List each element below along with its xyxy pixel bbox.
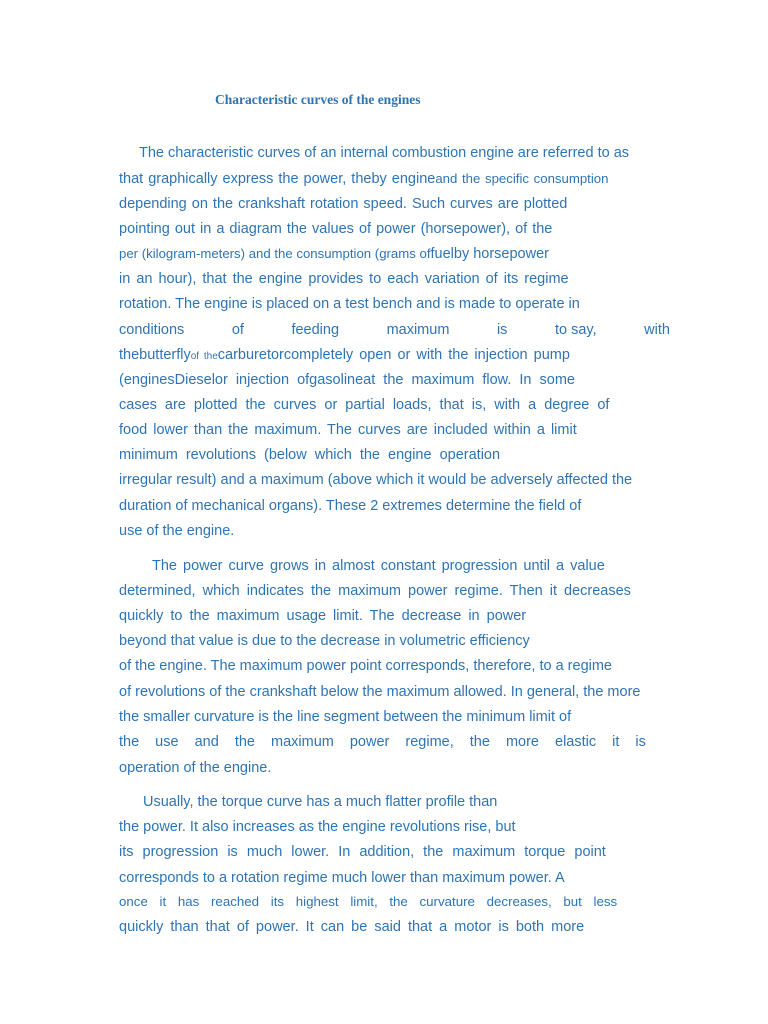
paragraph-1-line: cases are plotted the curves or partial loads, that is, with a degree of [119, 397, 610, 413]
paragraph-1-line [119, 345, 687, 365]
paragraph-2-line: of the engine. The maximum power point corresponds, therefore, to a regime [119, 658, 612, 674]
paragraph-1-line: food lower than the maximum. The curves are included within a limit [119, 422, 577, 438]
paragraph-2-line: of revolutions of the crankshaft below the maximum allowed. In general, the more [119, 684, 641, 700]
word: maximum [386, 322, 450, 338]
word: to say, [554, 322, 597, 338]
text-span: thebutterfly [119, 347, 191, 363]
paragraph-1-line [119, 244, 687, 264]
word: of [231, 322, 244, 338]
paragraph-2-line: the smaller curvature is the line segment between the minimum limit of [119, 709, 572, 725]
text-span: per (kilogram-meters) and the consumption (grams of [119, 246, 431, 261]
paragraph-1-line: rotation. The engine is placed on a test bench and is made to operate in [119, 296, 580, 312]
text-span: of the [190, 351, 218, 362]
paragraph-3-line: Usually, the torque curve has a much flatter profile than [143, 794, 498, 810]
paragraph-2-line: determined, which indicates the maximum power regime. Then it decreases [119, 583, 631, 599]
paragraph-2-line: The power curve grows in almost constant progression until a value [152, 558, 605, 574]
paragraph-1-line: (enginesDieselor injection ofgasolineat the maximum flow. In some [119, 372, 575, 388]
text-span: that graphically express the power, theby engine [119, 171, 436, 187]
paragraph-1-line: depending on the crankshaft rotation speed. Such curves are plotted [119, 196, 568, 212]
paragraph-3-line: the power. It also increases as the engine revolutions rise, but [119, 819, 516, 835]
paragraph-2-line: operation of the engine. [119, 760, 272, 776]
paragraph-1-line-justified [119, 320, 670, 340]
word: feeding [291, 322, 340, 338]
paragraph-1-line: use of the engine. [119, 523, 235, 539]
paragraph-1-line [119, 169, 687, 189]
paragraph-3-line: its progression is much lower. In addition, the maximum torque point [119, 844, 606, 860]
word: is [496, 322, 508, 338]
paragraph-2-line: the use and the maximum power regime, the more elastic it is [119, 734, 646, 750]
text-span: and the specific consumption [435, 171, 609, 186]
paragraph-1-line: The characteristic curves of an internal combustion engine are referred to as [139, 145, 630, 161]
text-span: carburetorcompletely open or with the injection pump [217, 347, 570, 363]
paragraph-2-line: beyond that value is due to the decrease in volumetric efficiency [119, 633, 530, 649]
paragraph-1-line: minimum revolutions (below which the engine operation [119, 447, 501, 463]
document-title: Characteristic curves of the engines [215, 92, 421, 107]
word: conditions [119, 322, 185, 338]
paragraph-1-line: irregular result) and a maximum (above which it would be adversely affected the [119, 472, 633, 488]
paragraph-3-line: once it has reached its highest limit, the curvature decreases, but less [119, 894, 618, 909]
paragraph-1-line: duration of mechanical organs). These 2 extremes determine the field of [119, 498, 582, 514]
paragraph-3-line: corresponds to a rotation regime much lower than maximum power. A [119, 870, 565, 886]
word: with [644, 322, 670, 338]
text-span: fuelby horsepower [430, 246, 549, 262]
paragraph-1-line: pointing out in a diagram the values of power (horsepower), of the [119, 221, 553, 237]
paragraph-3-line: quickly than that of power. It can be said that a motor is both more [119, 919, 585, 935]
paragraph-1-line: in an hour), that the engine provides to each variation of its regime [119, 271, 569, 287]
paragraph-2-line: quickly to the maximum usage limit. The decrease in power [119, 608, 527, 624]
